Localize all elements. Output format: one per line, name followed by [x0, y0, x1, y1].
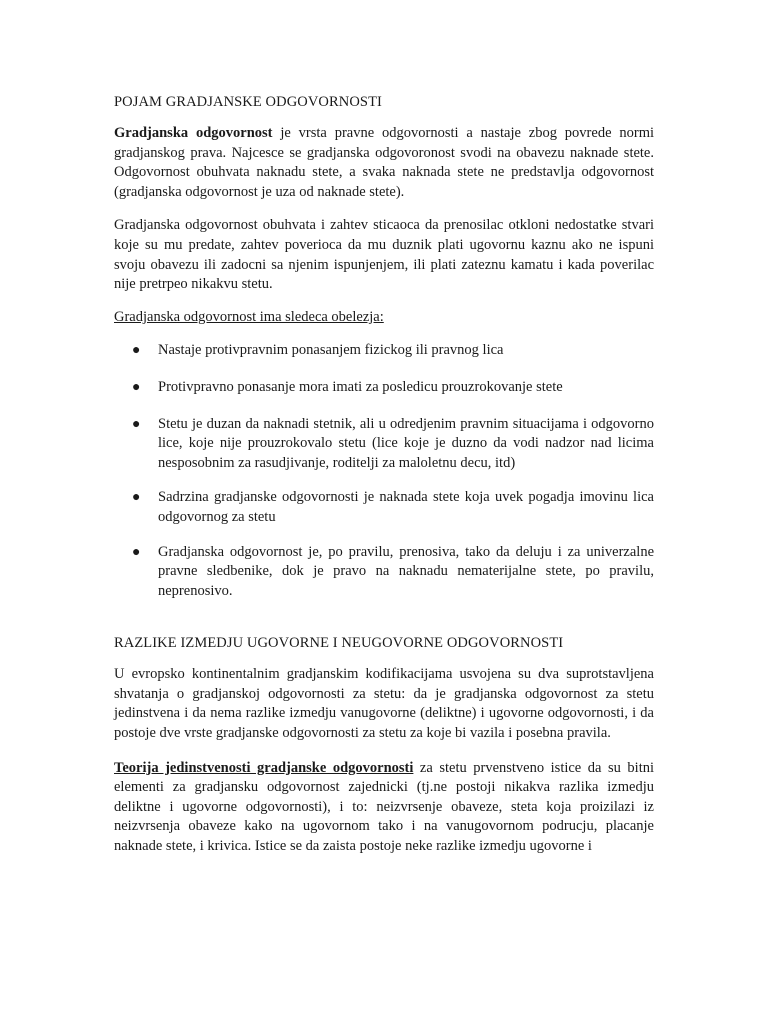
- paragraph-theory-text: za stetu prvenstveno istice da su bitni elementi za gradjansku odgovornost zajednicki (tj.ne postoji nikakva razlika izmedju deliktne i ugovorne odgovornosti), i to: neizvrsenje obaveze, steta koja proizilazi iz neizvrsenja obaveze kako na ugovornom tako i na vanugovornom podrucju, placanje naknade stete, i krivica. Istice se da zaista postoje neke razlike izmedju ugovorne i: [114, 759, 654, 855]
- features-list: [114, 341, 654, 601]
- paragraph-definition-text: je vrsta pravne odgovornosti a nastaje zbog povrede normi gradjanskog prava. Najcesce se gradjanska odgovoronost svodi na obavezu naknade stete. Odgovornost obuhvata naknadu stete, a svaka naknada stete ne predstavlja odgovornost (gradjanska odgovornost je uza od naknade stete).: [114, 125, 654, 200]
- paragraph-codifications: U evropsko kontinentalnim gradjanskim kodifikacijama usvojena su dva suprotstavljena shvatanja o gradjanskoj odgovornosti za stetu: da je gradjanska odgovornost za stetu jedinstvena i da nema razlike izmedju vanugovorne (deliktne) i ugovorne odgovornosti, i da postoje dve vrste gradjanske odgovornosti za stetu za koje bi vazila i posebna pravila.: [114, 666, 654, 742]
- bullet-icon: ●: [132, 544, 141, 560]
- section-heading-razlike: RAZLIKE IZMEDJU UGOVORNE I NEUGOVORNE ODGOVORNOSTI: [114, 635, 564, 652]
- list-item: [114, 488, 654, 527]
- list-intro-text: Gradjanska odgovornost ima sledeca obelezja:: [114, 308, 384, 325]
- bold-term: Gradjanska odgovornost: [114, 125, 273, 141]
- list-item: [114, 378, 654, 398]
- paragraph-theory: [114, 759, 654, 857]
- list-item-text: Sadrzina gradjanske odgovornosti je naknada stete koja uvek pogadja imovinu lica odgovornog za stetu: [158, 489, 654, 525]
- list-item-text: Nastaje protivpravnim ponasanjem fizickog ili pravnog lica: [158, 342, 504, 359]
- paragraph-definition: [114, 124, 654, 202]
- bullet-icon: ●: [132, 379, 141, 395]
- list-item: [114, 543, 654, 602]
- list-item-text: Protivpravno ponasanje mora imati za posledicu prouzrokovanje stete: [158, 378, 563, 395]
- list-item: [114, 341, 654, 361]
- paragraph-scope: Gradjanska odgovornost obuhvata i zahtev sticaoca da prenosilac otkloni nedostatke stvari koje su mu predate, zahtev poverioca da mu duznik plati ugovornu kaznu ako ne ispuni svoju obavezu ili zadocni sa njenim ispunjenjem, ili plati zateznu kamatu i kada poverilac nije pretrpeo nikakvu stetu.: [114, 217, 654, 293]
- bullet-icon: ●: [132, 490, 141, 506]
- list-item-text: Gradjanska odgovornost je, po pravilu, prenosiva, tako da deluju i za univerzalne pravne sledbenike, dok je pravo na naknadu nematerijalne stete, po pravilu, neprenosivo.: [158, 543, 654, 599]
- bullet-icon: ●: [132, 416, 141, 432]
- list-item-text: Stetu je duzan da naknadi stetnik, ali u odredjenim pravnim situacijama i odgovorno lice, koje nije prouzrokovalo stetu (lice koje je duzno da vodi nadzor nad licima nesposobnim za rasudjivanje, roditelji za maloletnu decu, itd): [158, 415, 654, 471]
- bullet-icon: ●: [132, 343, 141, 359]
- section-heading-pojam: POJAM GRADJANSKE ODGOVORNOSTI: [114, 94, 382, 110]
- list-item: [114, 415, 654, 474]
- underlined-term: Teorija jedinstvenosti gradjanske odgovornosti: [114, 759, 414, 776]
- list-intro: [114, 308, 654, 328]
